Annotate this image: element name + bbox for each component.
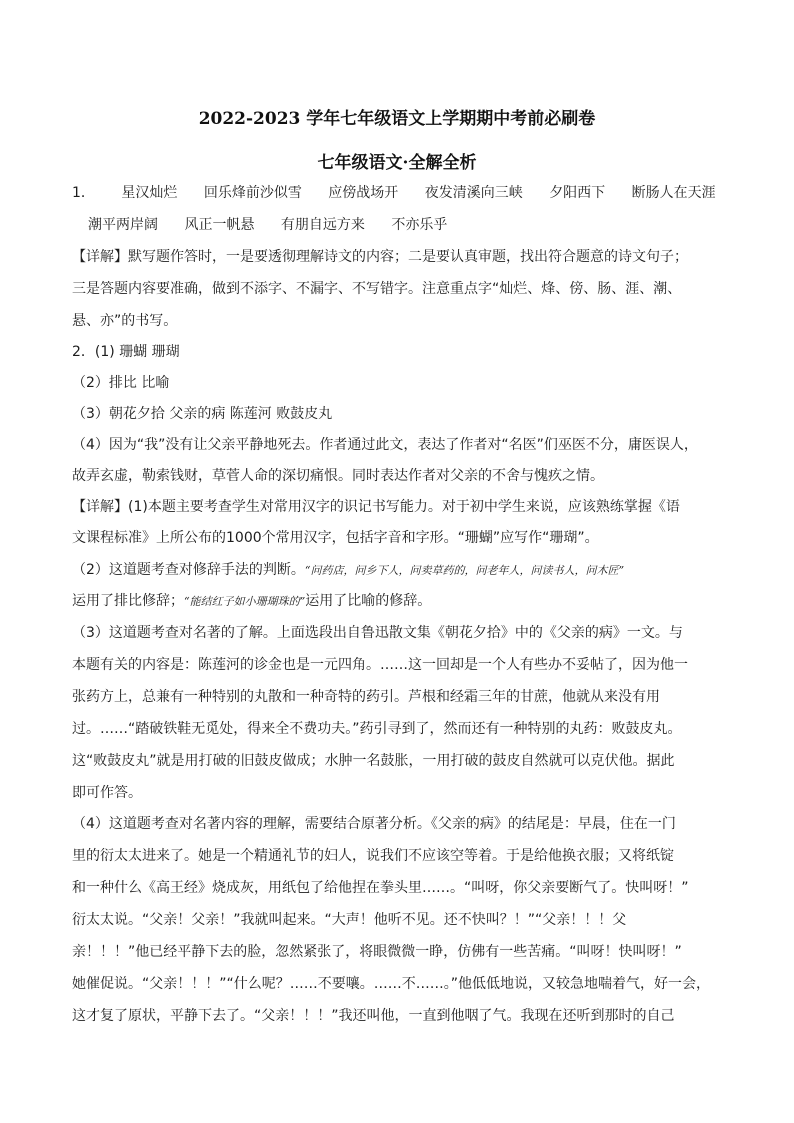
q2-answer-line: （3）朝花夕拾 父亲的病 陈莲河 败鼓皮丸 [72, 406, 333, 422]
q2-detail2-line-1 [72, 560, 624, 581]
q2-detail-line: 衍太太说。“父亲！父亲！”我就叫起来。“大声！他听不见。还不快叫？！”“父亲！！！父 [72, 912, 627, 928]
q1-answer: 不亦乐乎 [391, 217, 448, 233]
q2-detail-line: 和一种什么《高王经》烧成灰，用纸包了给他捏在拳头里……。“叫呀，你父亲要断气了。快叫呀！” [72, 880, 689, 896]
q1-answer: 有朋自远方来 [280, 217, 365, 233]
handwritten-quote: “能结红子如小珊瑚珠的” [184, 595, 306, 608]
q1-answers-line-2 [88, 215, 447, 235]
q1-answer: 夜发清溪向三峡 [424, 185, 523, 201]
q1-answer: 应傍战场开 [328, 185, 399, 201]
q1-answer: 夕阳西下 [549, 185, 606, 201]
q1-number: 1． [72, 185, 95, 201]
q2-detail-line: 这才复了原状，平静下去了。“父亲！！！”我还叫他，一直到他咽了气。我现在还听到那时的自己 [72, 1008, 675, 1024]
q2-detail2-line-2 [72, 591, 431, 612]
q2-detail-line: 张药方上，总兼有一种特别的丸散和一种奇特的药引。芦根和经霜三年的甘蔗，他就从来没有用 [72, 689, 660, 705]
q2-answer-line: （4）因为“我”没有让父亲平静地死去。作者通过此文，表达了作者对“名医”们巫医不分，庸医误人， [72, 437, 698, 453]
q2-detail2-text: （2）这道题考查对修辞手法的判断。 [72, 562, 305, 578]
q1-detail-line: 悬、亦”的书写。 [72, 313, 178, 329]
q2-detail2-text: 运用了排比修辞； [72, 593, 184, 609]
q1-answers-line-1 [72, 183, 716, 203]
q2-detail-line: 她催促说。“父亲！！！”“什么呢？……不要嚷。……不……。”他低低地说，又较急地喘着气，好一会， [72, 976, 711, 992]
q2-detail-line: （4）这道题考查对名著内容的理解，需要结合原著分析。《父亲的病》的结尾是：早晨，住在一门 [72, 816, 676, 832]
q1-answer: 断肠人在天涯 [631, 185, 716, 201]
q2-answer-line: 2．(1) 珊蝴 珊瑚 [72, 344, 180, 360]
document-subtitle: 七年级语文·全解全析 [317, 153, 477, 173]
q1-detail-line: 三是答题内容要准确，做到不添字、不漏字、不写错字。注意重点字“灿烂、烽、傍、肠、涯、潮、 [72, 281, 682, 297]
q2-detail-line: 亲！！！”他已经平静下去的脸，忽然紧张了，将眼微微一睁，仿佛有一些苦痛。“叫呀！快叫呀！” [72, 944, 682, 960]
q2-answer-line: 故弄玄虚，勒索钱财，草菅人命的深切痛恨。同时表达作者对父亲的不舍与愧疚之情。 [72, 468, 604, 484]
q1-answer: 回乐烽前沙似雪 [203, 185, 302, 201]
handwritten-quote: “问药店，问乡下人，问卖草药的，问老年人，问读书人，问木匠” [304, 564, 625, 577]
q2-detail2-text: 运用了比喻的修辞。 [305, 593, 432, 609]
q1-answer: 星汉灿烂 [121, 185, 178, 201]
q1-answer: 潮平两岸阔 [88, 217, 158, 233]
q2-detail-line: 本题有关的内容是：陈莲河的诊金也是一元四角。……这一回却是一个人有些办不妥帖了，因为他一 [72, 657, 688, 673]
q2-detail-line: 里的衍太太进来了。她是一个精通礼节的妇人，说我们不应该空等着。于是给他换衣服；又将纸锭 [72, 848, 674, 864]
q1-detail-line: 【详解】默写题作答时，一是要透彻理解诗文的内容；二是要认真审题，找出符合题意的诗文句子； [72, 249, 688, 265]
q2-answer-line: （2）排比 比喻 [72, 375, 170, 391]
q2-detail-line: 这“败鼓皮丸”就是用打破的旧鼓皮做成；水肿一名鼓胀，一用打破的鼓皮自然就可以克伏他。据此 [72, 753, 675, 769]
q1-answer: 风正一帆悬 [184, 217, 255, 233]
q2-detail-line: 即可作答。 [72, 785, 142, 801]
q2-detail-line: 过。……“踏破铁鞋无觅处，得来全不费功夫。”药引寻到了，然而还有一种特别的丸药：败鼓皮丸。 [72, 721, 682, 737]
q2-detail-line: 【详解】(1)本题主要考查学生对常用汉字的识记书写能力。对于初中学生来说，应该熟练掌握《语 [72, 499, 680, 515]
document-title: 2022-2023 学年七年级语文上学期期中考前必刷卷 [198, 109, 596, 129]
q2-detail-line: （3）这道题考查对名著的了解。上面选段出自鲁迅散文集《朝花夕拾》中的《父亲的病》一文。与 [72, 625, 683, 641]
q2-detail-line: 文课程标准》上所公布的1000个常用汉字，包括字音和字形。“珊蝴”应写作“珊瑚”。 [72, 530, 599, 546]
